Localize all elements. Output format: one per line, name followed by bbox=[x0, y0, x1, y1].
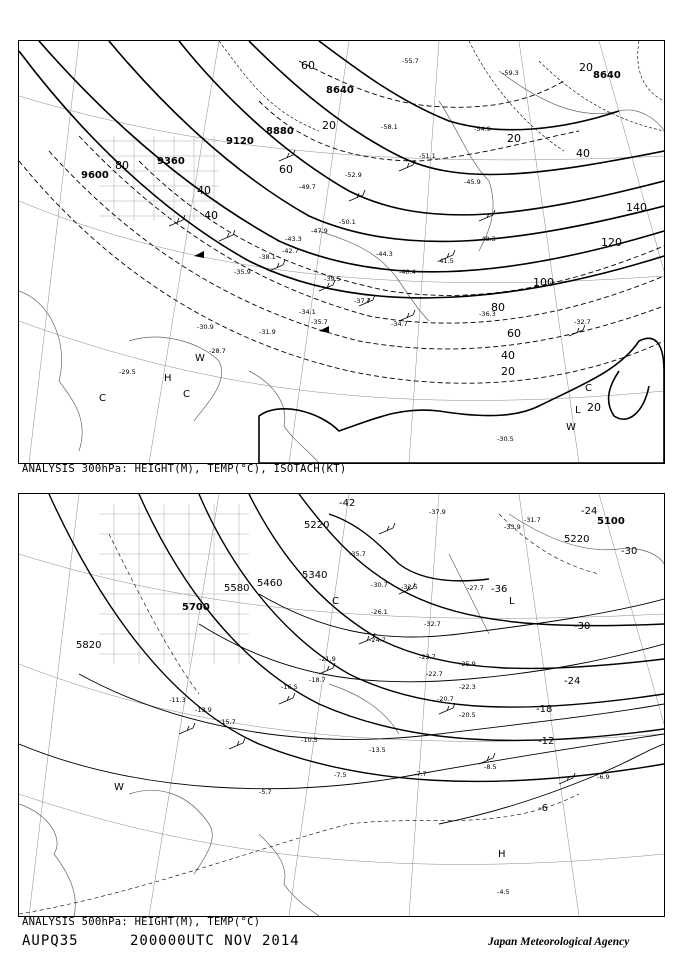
height-label: 5100 bbox=[597, 516, 625, 527]
temp-obs: -41.5 bbox=[437, 257, 454, 265]
temp-obs: -32.7 bbox=[574, 318, 591, 326]
temp-obs: -52.9 bbox=[345, 171, 362, 179]
isotach-label: 40 bbox=[576, 147, 590, 160]
isotherm-label: -6 bbox=[538, 803, 548, 814]
isotherm-label: -36 bbox=[491, 584, 508, 595]
temp-obs: -24.7 bbox=[369, 636, 386, 644]
temp-obs: -25.9 bbox=[459, 660, 476, 668]
warm-marker: W bbox=[195, 353, 205, 364]
isotach-label: 120 bbox=[601, 236, 622, 249]
map-500hpa bbox=[18, 493, 665, 917]
height-label: 5340 bbox=[302, 570, 328, 581]
temp-obs: -11.3 bbox=[169, 696, 186, 704]
temp-obs: -13.5 bbox=[369, 746, 386, 754]
temp-obs: -7.7 bbox=[414, 770, 427, 778]
isotach-label: 40 bbox=[204, 209, 218, 222]
temp-obs: -10.5 bbox=[301, 736, 318, 744]
temp-obs: -13.9 bbox=[195, 706, 212, 714]
height-label: 5700 bbox=[182, 602, 210, 613]
low-marker: L bbox=[509, 596, 515, 607]
temp-obs: -48.3 bbox=[479, 235, 496, 243]
temp-obs: -30.5 bbox=[497, 435, 514, 443]
height-label: 5460 bbox=[257, 578, 283, 589]
high-contour bbox=[259, 338, 664, 463]
temp-obs: -44.3 bbox=[376, 250, 393, 258]
temperature-obs bbox=[169, 508, 610, 896]
height-labels bbox=[81, 70, 621, 181]
isotherm-label: -24 bbox=[564, 676, 581, 687]
map-300hpa bbox=[18, 40, 665, 464]
temp-obs: -35.7 bbox=[311, 318, 328, 326]
temp-obs: -18.7 bbox=[309, 676, 326, 684]
cold-marker: C bbox=[332, 596, 339, 607]
temp-obs: -22.3 bbox=[459, 683, 476, 691]
isotach-label: 20 bbox=[501, 365, 515, 378]
warm-marker: W bbox=[114, 782, 124, 793]
temp-obs: -47.9 bbox=[311, 227, 328, 235]
wind-pennant bbox=[194, 251, 204, 258]
isotach-label: 40 bbox=[197, 184, 211, 197]
isotach-label: 60 bbox=[279, 163, 293, 176]
temp-obs: -33.9 bbox=[504, 523, 521, 531]
isotherm-label: -24 bbox=[581, 506, 598, 517]
height-label: 8880 bbox=[266, 126, 294, 137]
temp-obs: -35.9 bbox=[234, 268, 251, 276]
isotherm-label: -30 bbox=[574, 621, 591, 632]
height-label: 9360 bbox=[157, 156, 185, 167]
caption-300hpa: ANALYSIS 300hPa: HEIGHT(M), TEMP(°C), ISOTACH(KT) bbox=[22, 463, 347, 475]
valid-time: 200000UTC NOV 2014 bbox=[130, 933, 300, 949]
temp-obs: -40.4 bbox=[399, 268, 416, 276]
chart-id: AUPQ35 bbox=[22, 933, 79, 949]
isotach-label: 80 bbox=[491, 301, 505, 314]
isotach-label: 20 bbox=[322, 119, 336, 132]
temp-obs: -26.1 bbox=[371, 608, 388, 616]
temp-obs: -37.7 bbox=[354, 297, 371, 305]
wind-pennant bbox=[319, 326, 329, 333]
height-label: 9120 bbox=[226, 136, 254, 147]
temp-obs: -22.7 bbox=[426, 670, 443, 678]
temp-obs: -32.5 bbox=[401, 583, 418, 591]
cold-marker: C bbox=[183, 389, 190, 400]
isotach-label: 20 bbox=[579, 61, 593, 74]
temperature-obs bbox=[119, 57, 591, 443]
isotach-label: 20 bbox=[507, 132, 521, 145]
temp-obs: -31.9 bbox=[259, 328, 276, 336]
temp-obs: -7.5 bbox=[334, 771, 347, 779]
cold-marker: C bbox=[99, 393, 106, 404]
isotherm-label: -30 bbox=[621, 546, 638, 557]
temp-obs: -43.3 bbox=[285, 235, 302, 243]
temp-obs: -45.9 bbox=[464, 178, 481, 186]
temp-obs: -20.7 bbox=[437, 695, 454, 703]
height-label: 5220 bbox=[304, 520, 330, 531]
temp-obs: -31.7 bbox=[524, 516, 541, 524]
temp-obs: -34.7 bbox=[391, 320, 408, 328]
temp-obs: -38.1 bbox=[259, 253, 276, 261]
temp-obs: -49.7 bbox=[299, 183, 316, 191]
agency-credit: Japan Meteorological Agency bbox=[488, 936, 630, 948]
temp-obs: -58.1 bbox=[381, 123, 398, 131]
temp-obs: -39.5 bbox=[324, 275, 341, 283]
wind-barbs bbox=[169, 150, 585, 336]
map-300hpa-canvas bbox=[19, 41, 664, 463]
isotach-label: 20 bbox=[587, 401, 601, 414]
temp-obs: -27.7 bbox=[467, 584, 484, 592]
temp-obs: -55.7 bbox=[402, 57, 419, 65]
low-marker: L bbox=[575, 405, 581, 416]
isotherm-label: -12 bbox=[538, 736, 555, 747]
temp-obs: -34.1 bbox=[299, 308, 316, 316]
temp-obs: -36.3 bbox=[479, 310, 496, 318]
isotach-label: 140 bbox=[626, 201, 647, 214]
cold-marker: C bbox=[585, 383, 592, 394]
graticule bbox=[19, 41, 664, 463]
caption-500hpa: ANALYSIS 500hPa: HEIGHT(M), TEMP(°C) bbox=[22, 916, 261, 928]
temp-obs: -30.9 bbox=[197, 323, 214, 331]
temp-obs: -29.5 bbox=[119, 368, 136, 376]
height-label: 8640 bbox=[593, 70, 621, 81]
high-marker: H bbox=[498, 849, 506, 860]
coastlines bbox=[19, 71, 664, 463]
isotach-label: 60 bbox=[301, 59, 315, 72]
temp-obs: -21.9 bbox=[319, 655, 336, 663]
coastlines bbox=[19, 514, 664, 916]
height-label: 8640 bbox=[326, 85, 354, 96]
isotherm-label: -42 bbox=[339, 498, 356, 509]
temp-obs: -51.1 bbox=[419, 152, 436, 160]
high-marker: H bbox=[164, 373, 172, 384]
temp-obs: -23.7 bbox=[419, 653, 436, 661]
isotach-label: 80 bbox=[115, 159, 129, 172]
temp-obs: -8.5 bbox=[484, 763, 497, 771]
temp-obs: -37.9 bbox=[429, 508, 446, 516]
height-label: 9600 bbox=[81, 170, 109, 181]
isotach-label: 100 bbox=[533, 276, 554, 289]
temp-obs: -28.7 bbox=[209, 347, 226, 355]
temp-obs: -6.9 bbox=[597, 773, 610, 781]
pressure-systems bbox=[99, 353, 592, 433]
temp-obs: -30.7 bbox=[371, 581, 388, 589]
temp-obs: -59.3 bbox=[502, 69, 519, 77]
temp-obs: -42.7 bbox=[282, 247, 299, 255]
temp-obs: -15.7 bbox=[219, 718, 236, 726]
temp-obs: -35.7 bbox=[349, 550, 366, 558]
temp-obs: -50.1 bbox=[339, 218, 356, 226]
isotach-label: 40 bbox=[501, 349, 515, 362]
temp-obs: -32.7 bbox=[424, 620, 441, 628]
height-label: 5580 bbox=[224, 583, 250, 594]
isotherm-label: -18 bbox=[536, 704, 553, 715]
warm-marker: W bbox=[566, 422, 576, 433]
height-label: 5220 bbox=[564, 534, 590, 545]
height-label: 5820 bbox=[76, 640, 102, 651]
wind-barbs bbox=[179, 523, 575, 784]
temp-obs: -20.5 bbox=[459, 711, 476, 719]
temp-obs: -5.7 bbox=[259, 788, 272, 796]
map-500hpa-canvas bbox=[19, 494, 664, 916]
temp-obs: -54.9 bbox=[474, 125, 491, 133]
temp-obs: -16.5 bbox=[281, 683, 298, 691]
isotach-label: 60 bbox=[507, 327, 521, 340]
temp-obs: -4.5 bbox=[497, 888, 510, 896]
